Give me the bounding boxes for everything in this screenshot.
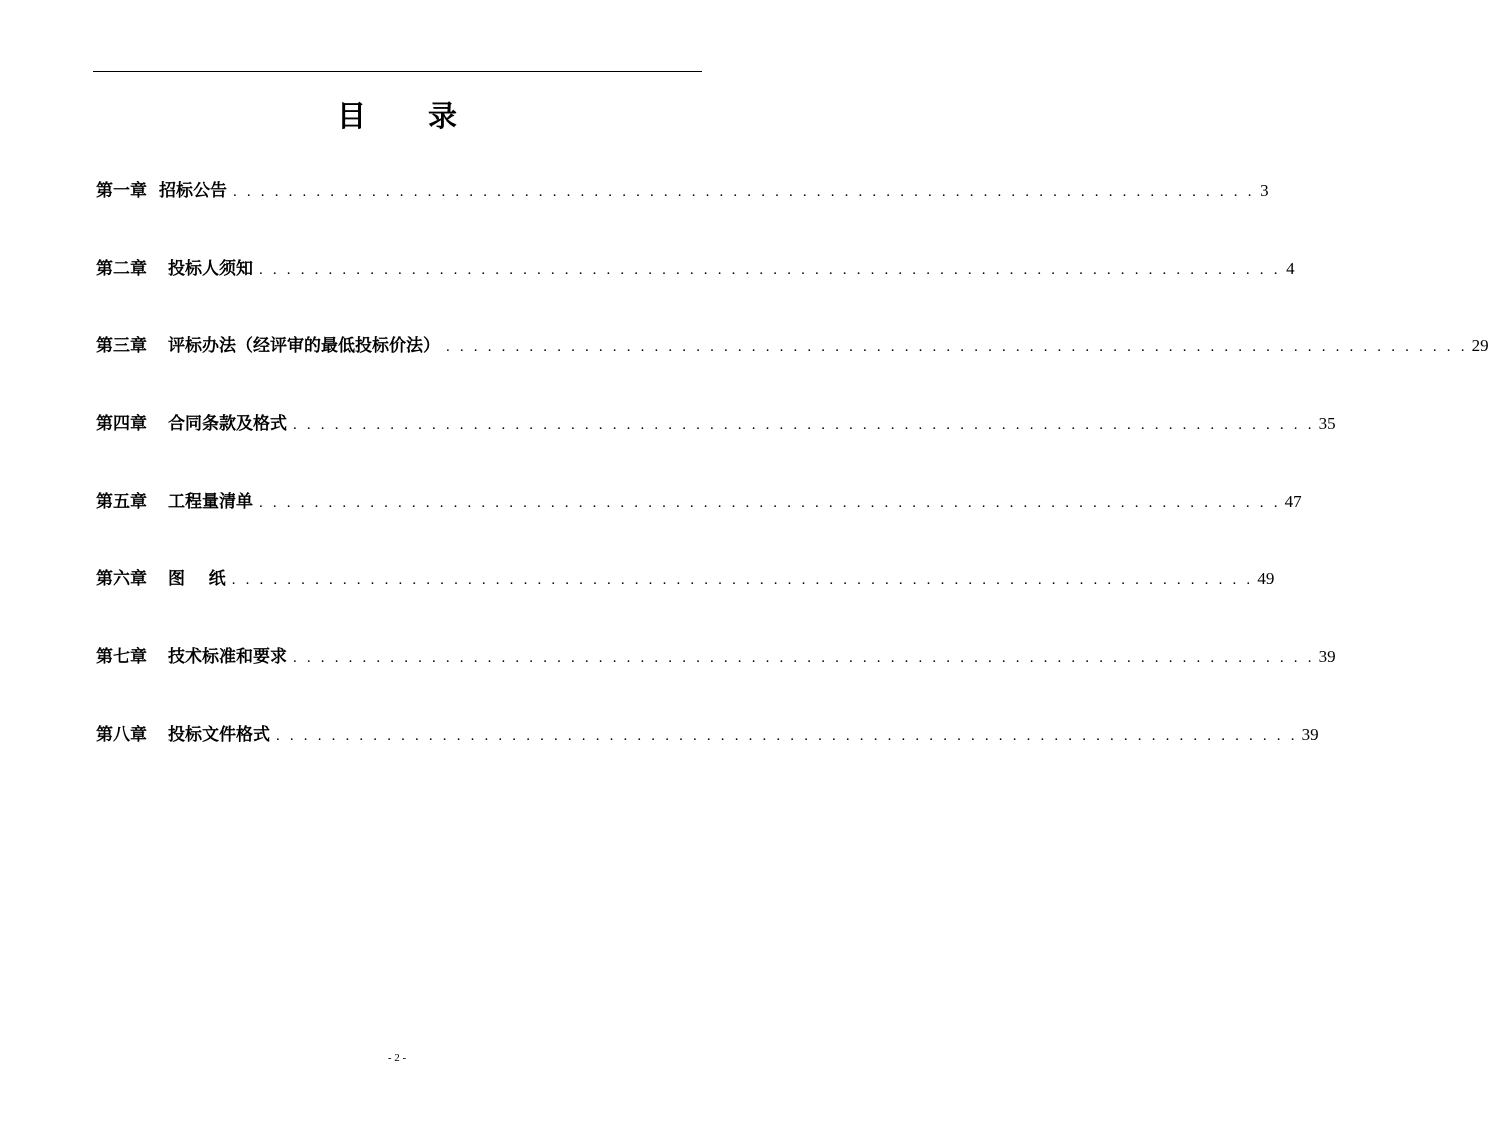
toc-entry-title: 技术标准和要求 (168, 647, 287, 668)
toc-chapter-label: 第二章 (96, 258, 147, 279)
toc-chapter-label: 第一章 (96, 181, 147, 201)
toc-page-number: 47 (1284, 491, 1302, 511)
toc-page-number: 39 (1301, 724, 1319, 744)
toc-dot-leader: . . . . . . . . . . . . . . . . . . . . . . . . . . . . . . . . . . . . . . . . . . . . . . . . . . . . . . . . . . . . . . . . . . . . . . . . . . (446, 339, 1468, 356)
toc-chapter-label: 第六章 (96, 569, 147, 590)
toc-dot-leader: . . . . . . . . . . . . . . . . . . . . . . . . . . . . . . . . . . . . . . . . . . . . . . . . . . . . . . . . . . . . . . . . . . . . . . . . . . (293, 650, 1315, 667)
toc-chapter-label: 第五章 (96, 491, 147, 512)
toc-entry-title: 工程量清单 (168, 491, 253, 512)
toc-entry-title: 合同条款及格式 (168, 414, 287, 435)
toc-entry[interactable] (96, 331, 1489, 409)
toc-entry[interactable] (96, 720, 1319, 798)
toc-entry[interactable] (96, 254, 1295, 332)
toc-entry[interactable] (96, 176, 1269, 254)
toc-chapter-label: 第四章 (96, 414, 147, 435)
table-of-contents (96, 176, 1489, 798)
toc-page-number: 29 (1471, 336, 1489, 356)
toc-chapter-label: 第三章 (96, 336, 147, 357)
page-title: 目 录 (336, 99, 484, 133)
toc-page-number: 39 (1318, 647, 1336, 667)
toc-page-number: 3 (1260, 181, 1269, 200)
page-number-footer: - 2 - (387, 1052, 407, 1064)
toc-chapter-label: 第七章 (96, 647, 147, 668)
toc-entry-title: 评标办法（经评审的最低投标价法） (168, 336, 440, 357)
toc-entry-title: 投标文件格式 (168, 724, 270, 745)
toc-page-number: 35 (1318, 414, 1336, 434)
toc-entry-title: 投标人须知 (168, 258, 253, 279)
toc-page-number: 4 (1286, 258, 1295, 278)
toc-entry[interactable] (96, 409, 1336, 487)
toc-entry-title: 图 纸 (168, 569, 226, 590)
toc-chapter-label: 第八章 (96, 724, 147, 745)
toc-dot-leader: . . . . . . . . . . . . . . . . . . . . . . . . . . . . . . . . . . . . . . . . . . . . . . . . . . . . . . . . . . . . . . . . . . . . . . . . . . (276, 727, 1298, 744)
toc-dot-leader: . . . . . . . . . . . . . . . . . . . . . . . . . . . . . . . . . . . . . . . . . . . . . . . . . . . . . . . . . . . . . . . . . . . . . . . . . . (231, 572, 1254, 589)
toc-entry[interactable] (96, 642, 1336, 720)
toc-dot-leader: . . . . . . . . . . . . . . . . . . . . . . . . . . . . . . . . . . . . . . . . . . . . . . . . . . . . . . . . . . . . . . . . . . . . . . . . . . (233, 184, 1255, 200)
toc-entry[interactable] (96, 564, 1275, 642)
toc-dot-leader: . . . . . . . . . . . . . . . . . . . . . . . . . . . . . . . . . . . . . . . . . . . . . . . . . . . . . . . . . . . . . . . . . . . . . . . . . . (293, 417, 1315, 434)
header-rule (93, 71, 702, 72)
toc-dot-leader: . . . . . . . . . . . . . . . . . . . . . . . . . . . . . . . . . . . . . . . . . . . . . . . . . . . . . . . . . . . . . . . . . . . . . . . . . . (259, 494, 1281, 511)
toc-page-number: 49 (1257, 569, 1275, 589)
toc-entry-title: 招标公告 (159, 181, 227, 201)
toc-entry[interactable] (96, 487, 1302, 565)
toc-dot-leader: . . . . . . . . . . . . . . . . . . . . . . . . . . . . . . . . . . . . . . . . . . . . . . . . . . . . . . . . . . . . . . . . . . . . . . . . . . (259, 261, 1281, 278)
